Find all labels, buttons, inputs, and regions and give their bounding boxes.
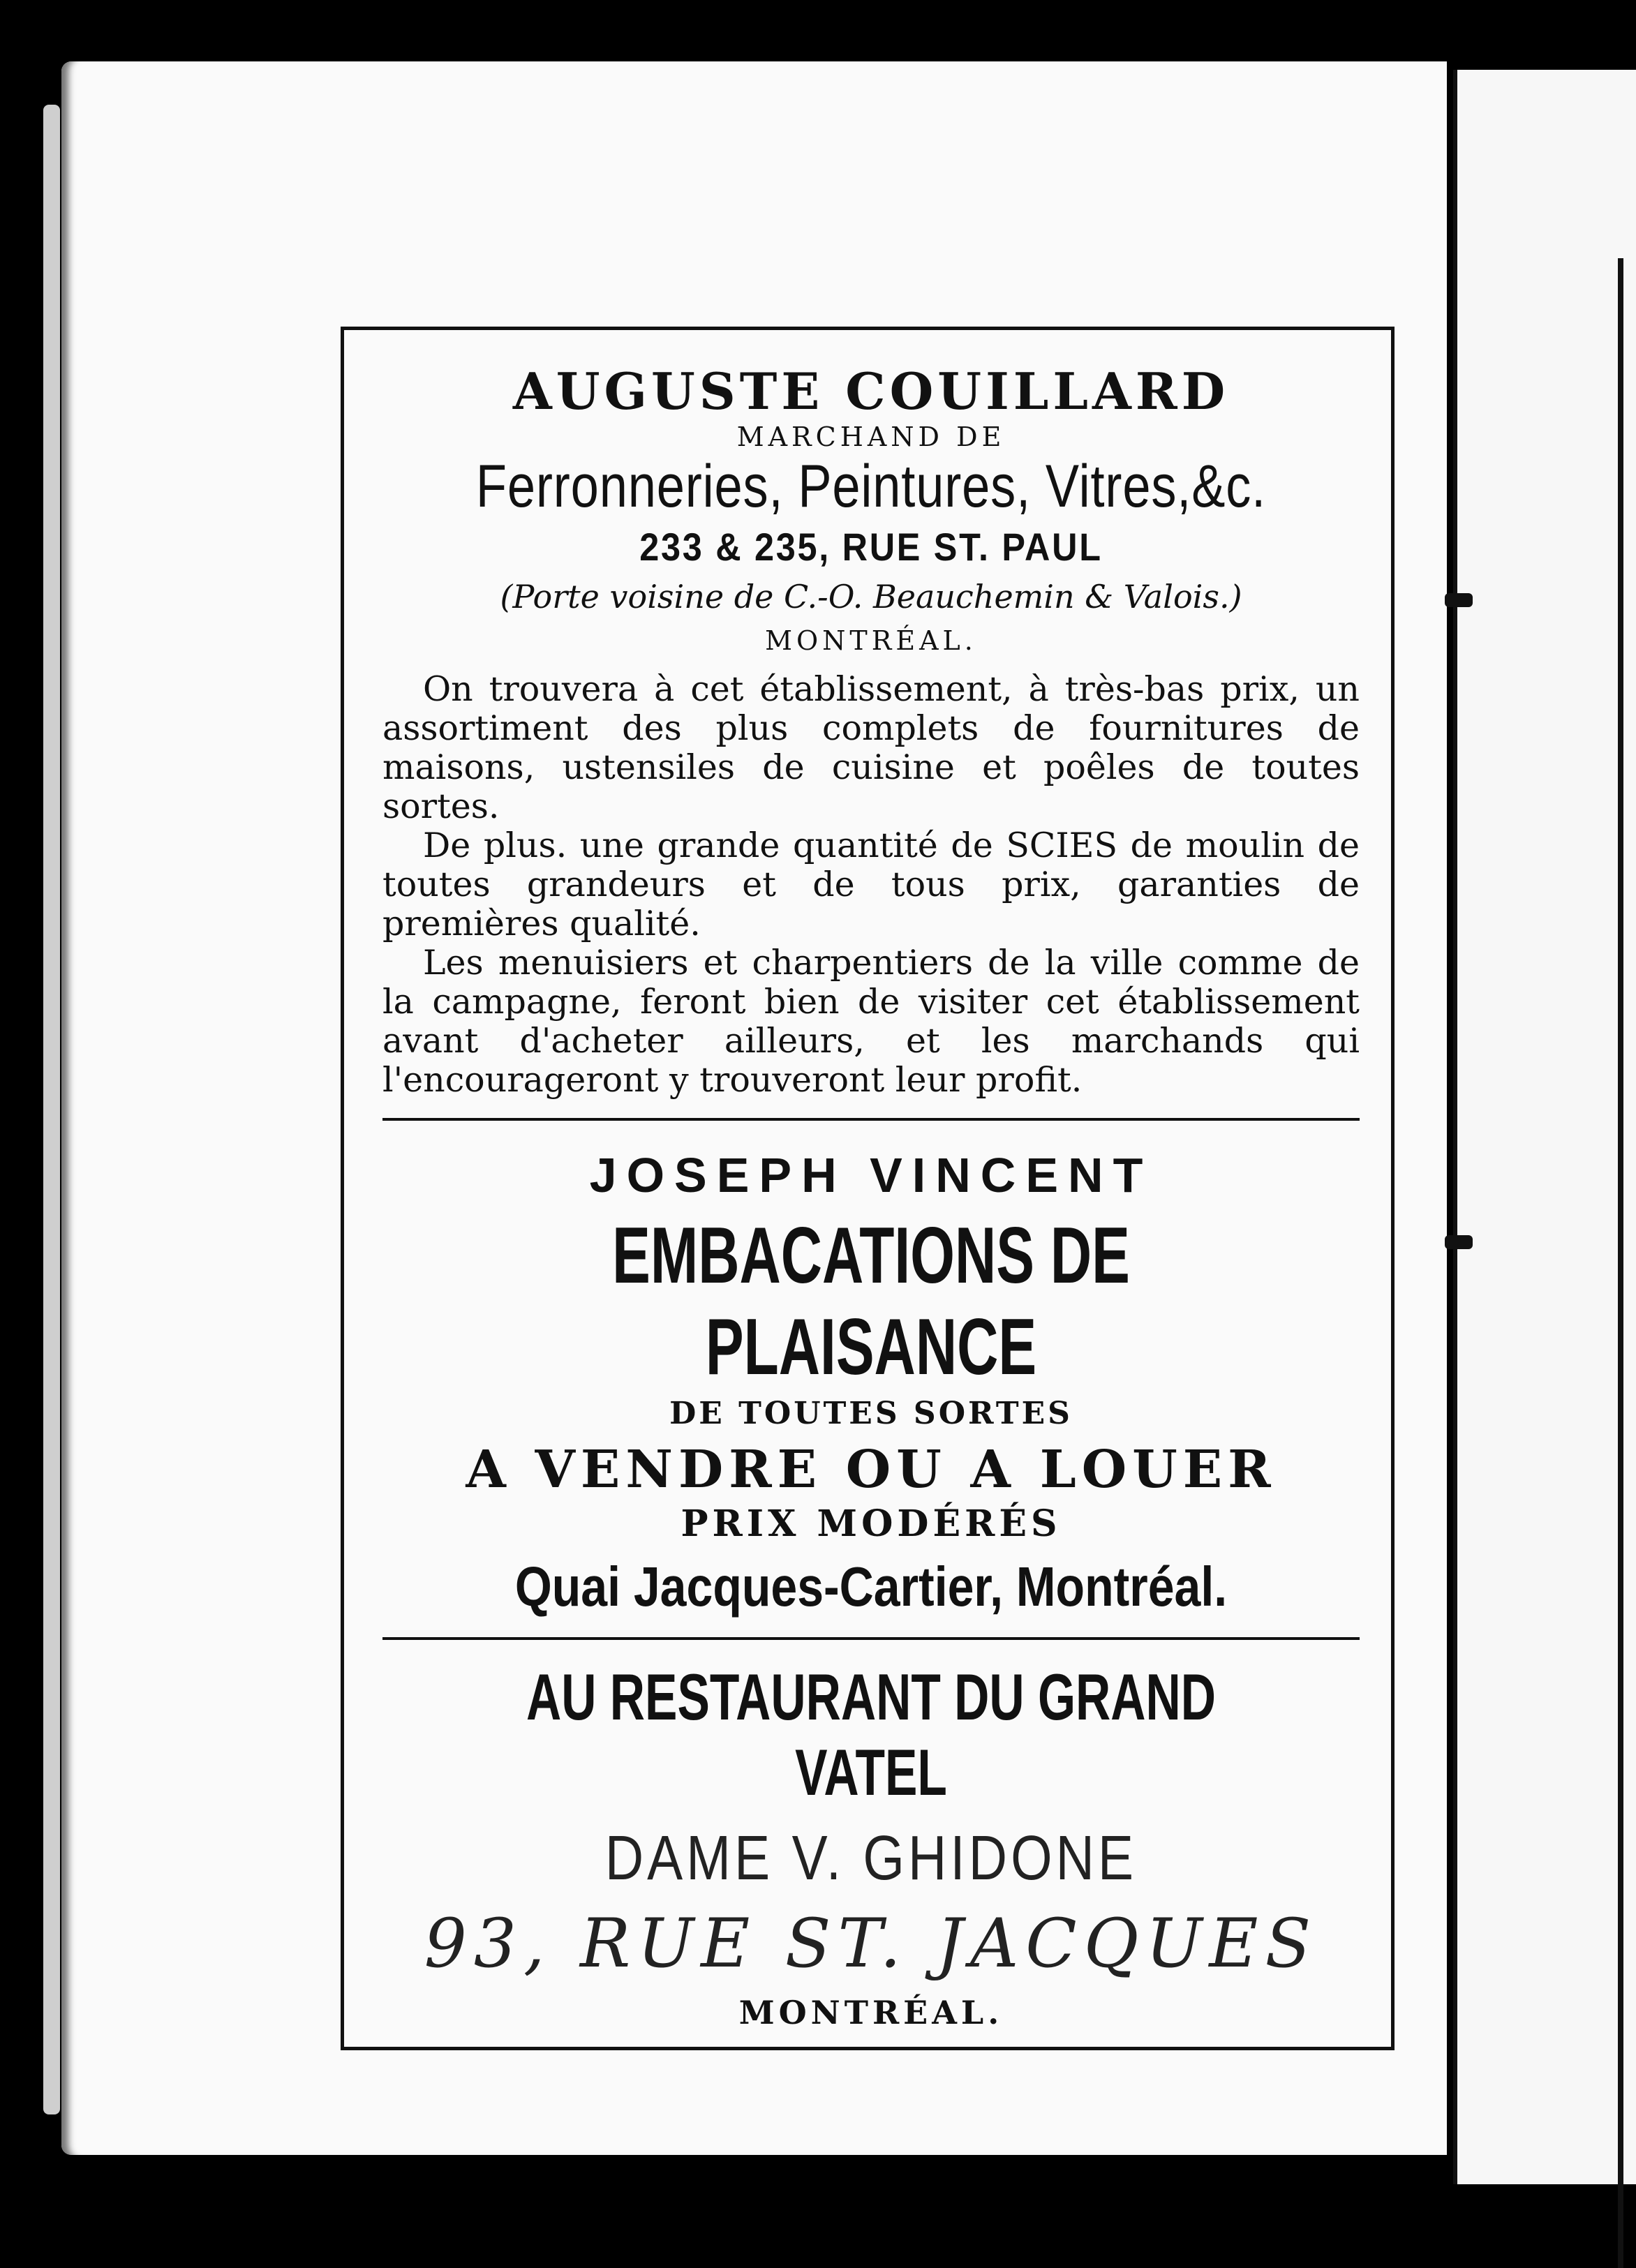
book-page [61, 61, 1447, 2155]
description-paragraph: Les menuisiers et charpentiers de la ville comme de la campagne, feront bien de visiter cet établissement avant d'acheter ailleurs, et les marchands qui l'encourageront y trouveront leur profit. [382, 942, 1360, 1100]
book-edge [43, 105, 60, 2114]
boat-address: Quai Jacques-Cartier, Montréal. [514, 1555, 1228, 1618]
ad-restaurant [382, 1659, 1360, 2031]
binding-mark [1445, 593, 1473, 607]
advertisement-content [382, 361, 1360, 2031]
boat-sale-rent: A VENDRE OU A LOUER [466, 1439, 1277, 1500]
merchant-city: MONTRÉAL. [765, 625, 977, 656]
merchant-note: (Porte voisine de C.-O. Beauchemin & Valois.) [500, 577, 1242, 616]
facing-page-rule [1618, 258, 1623, 2268]
restaurant-title: AU RESTAURANT DU GRAND VATEL [526, 1659, 1216, 1809]
description-paragraph: On trouvera à cet établissement, à très-bas prix, un assortiment des plus complets de fournitures de maisons, ustensiles de cuisine et poêles de toutes sortes. [382, 669, 1360, 826]
boat-price-note: PRIX MODÉRÉS [681, 1502, 1062, 1545]
boat-dealer-name: JOSEPH VINCENT [589, 1147, 1153, 1202]
merchant-address: 233 & 235, RUE ST. PAUL [639, 524, 1103, 569]
facing-page [1453, 70, 1636, 2184]
restaurant-city: MONTRÉAL. [738, 1993, 1004, 2031]
boat-subheading: DE TOUTES SORTES [669, 1395, 1073, 1431]
divider [382, 1118, 1360, 1121]
merchant-trade: MARCHAND DE [736, 421, 1006, 453]
boat-headline: EMBACATIONS DE PLAISANCE [612, 1211, 1130, 1392]
description-paragraph: De plus. une grande quantité de SCIES de moulin de toutes grandeurs et de tous prix, garanties de premières qualité. [382, 825, 1360, 943]
merchant-description [382, 670, 1360, 1100]
advertisement-frame [341, 327, 1395, 2050]
ad-couillard [382, 361, 1360, 1100]
merchant-name: AUGUSTE COUILLARD [512, 361, 1230, 421]
merchant-goods: Ferronneries, Peintures, Vitres,&c. [475, 453, 1267, 521]
divider [382, 1637, 1360, 1640]
restaurant-owner: DAME V. GHIDONE [604, 1823, 1138, 1893]
restaurant-address: 93, RUE ST. JACQUES [424, 1904, 1318, 1983]
ad-vincent [382, 1147, 1360, 1619]
binding-mark [1445, 1235, 1473, 1249]
